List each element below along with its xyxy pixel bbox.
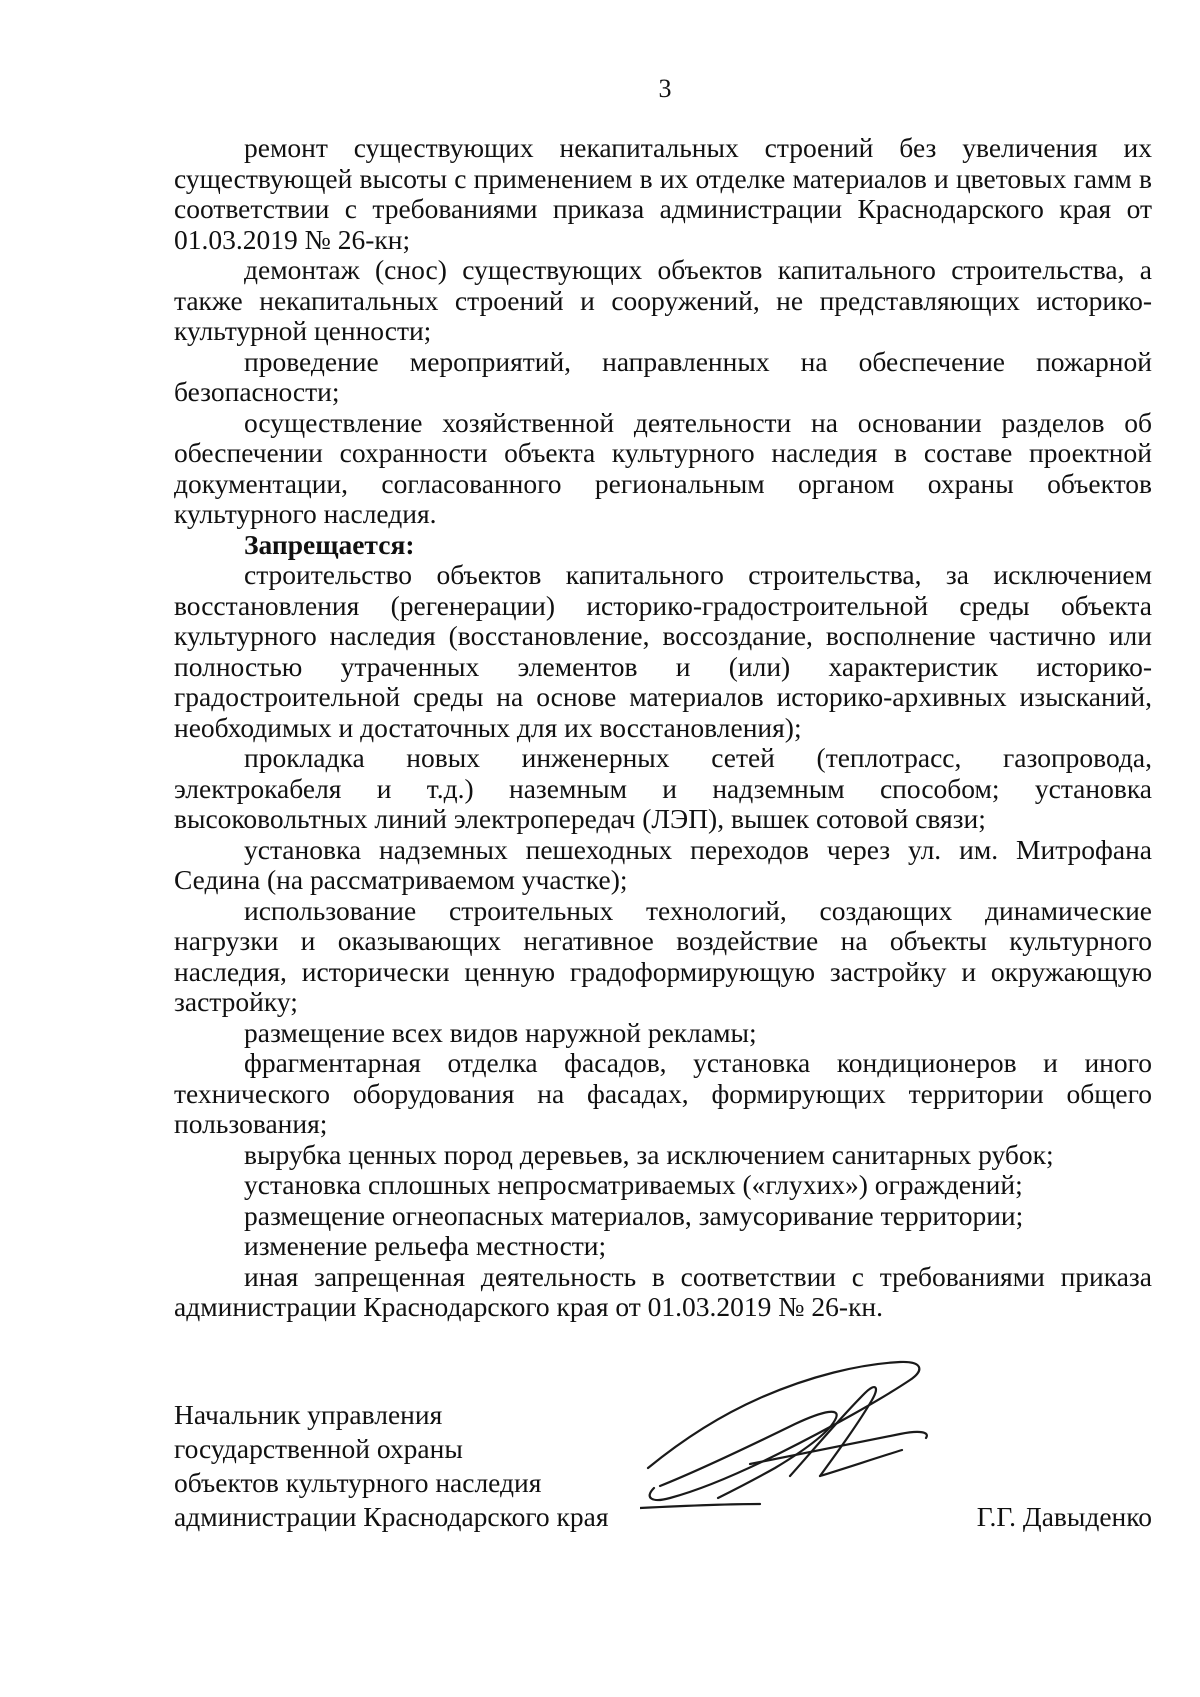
prohibited-item-fences: установка сплошных непросматриваемых («глухих») ограждений; xyxy=(244,1169,1023,1200)
handwritten-signature xyxy=(640,1358,940,1528)
paragraph-repair: ремонт существующих некапитальных строений без увеличения их существующей высоты с применением в их отделке материалов и цветовых гамм в соответствии с требованиями приказа администрации Краснодарского края от 01.03.2019 № 26-кн; xyxy=(174,132,1152,255)
document-body xyxy=(174,133,1152,1323)
paragraph-economic-activity: осуществление хозяйственной деятельности на основании разделов об обеспечении сохранности объекта культурного наследия в составе проектной документации, согласованного региональным органом охраны объектов культурного наследия. xyxy=(174,406,1152,529)
page-number: 3 xyxy=(658,74,672,103)
prohibited-heading: Запрещается: xyxy=(244,528,415,560)
position-line: объектов культурного наследия xyxy=(174,1467,542,1498)
prohibited-item-networks: прокладка новых инженерных сетей (теплотрасс, газопровода, электрокабеля и т.д.) наземным и надземным способом; установка высоковольтных линий электропередач (ЛЭП), вышек сотовой связи; xyxy=(174,742,1152,834)
position-line: государственной охраны xyxy=(174,1433,463,1464)
signer-name: Г.Г. Давыденко xyxy=(976,1501,1152,1532)
prohibited-item-relief: изменение рельефа местности; xyxy=(244,1230,607,1261)
prohibited-item-facades: фрагментарная отделка фасадов, установка кондиционеров и иного технического оборудования на фасадах, формирующих территории общего пользования; xyxy=(174,1047,1152,1139)
position-line: Начальник управления xyxy=(174,1399,443,1430)
prohibited-item-technologies: использование строительных технологий, создающих динамические нагрузки и оказывающих негативное воздействие на объекты культурного наследия, исторически ценную градоформирующую застройку и окружающую застройку; xyxy=(174,894,1152,1017)
paragraph-demolition: демонтаж (снос) существующих объектов капитального строительства, а также некапитальных строений и сооружений, не представляющих историко-культурной ценности; xyxy=(174,254,1152,346)
paragraph-fire-safety: проведение мероприятий, направленных на обеспечение пожарной безопасности; xyxy=(174,345,1152,407)
prohibited-item-construction: строительство объектов капитального строительства, за исключением восстановления (регенерации) историко-градостроительной среды объекта культурного наследия (восстановление, воссоздание, восполнение частично или полностью утраченных элементов и (или) характеристик историко-градостроительной среды на основе материалов историко-архивных изысканий, необходимых и достаточных для их восстановления); xyxy=(174,559,1152,743)
prohibited-item-flammables: размещение огнеопасных материалов, замусоривание территории; xyxy=(244,1199,1024,1231)
prohibited-item-advertising: размещение всех видов наружной рекламы; xyxy=(244,1016,757,1048)
prohibited-item-crossings: установка надземных пешеходных переходов через ул. им. Митрофана Седина (на рассматриваемом участке); xyxy=(174,833,1152,895)
prohibited-item-tree-felling: вырубка ценных пород деревьев, за исключением санитарных рубок; xyxy=(244,1138,1054,1170)
position-line: администрации Краснодарского края xyxy=(174,1501,609,1532)
prohibited-item-other: иная запрещенная деятельность в соответствии с требованиями приказа администрации Краснодарского края от 01.03.2019 № 26-кн. xyxy=(174,1260,1152,1322)
